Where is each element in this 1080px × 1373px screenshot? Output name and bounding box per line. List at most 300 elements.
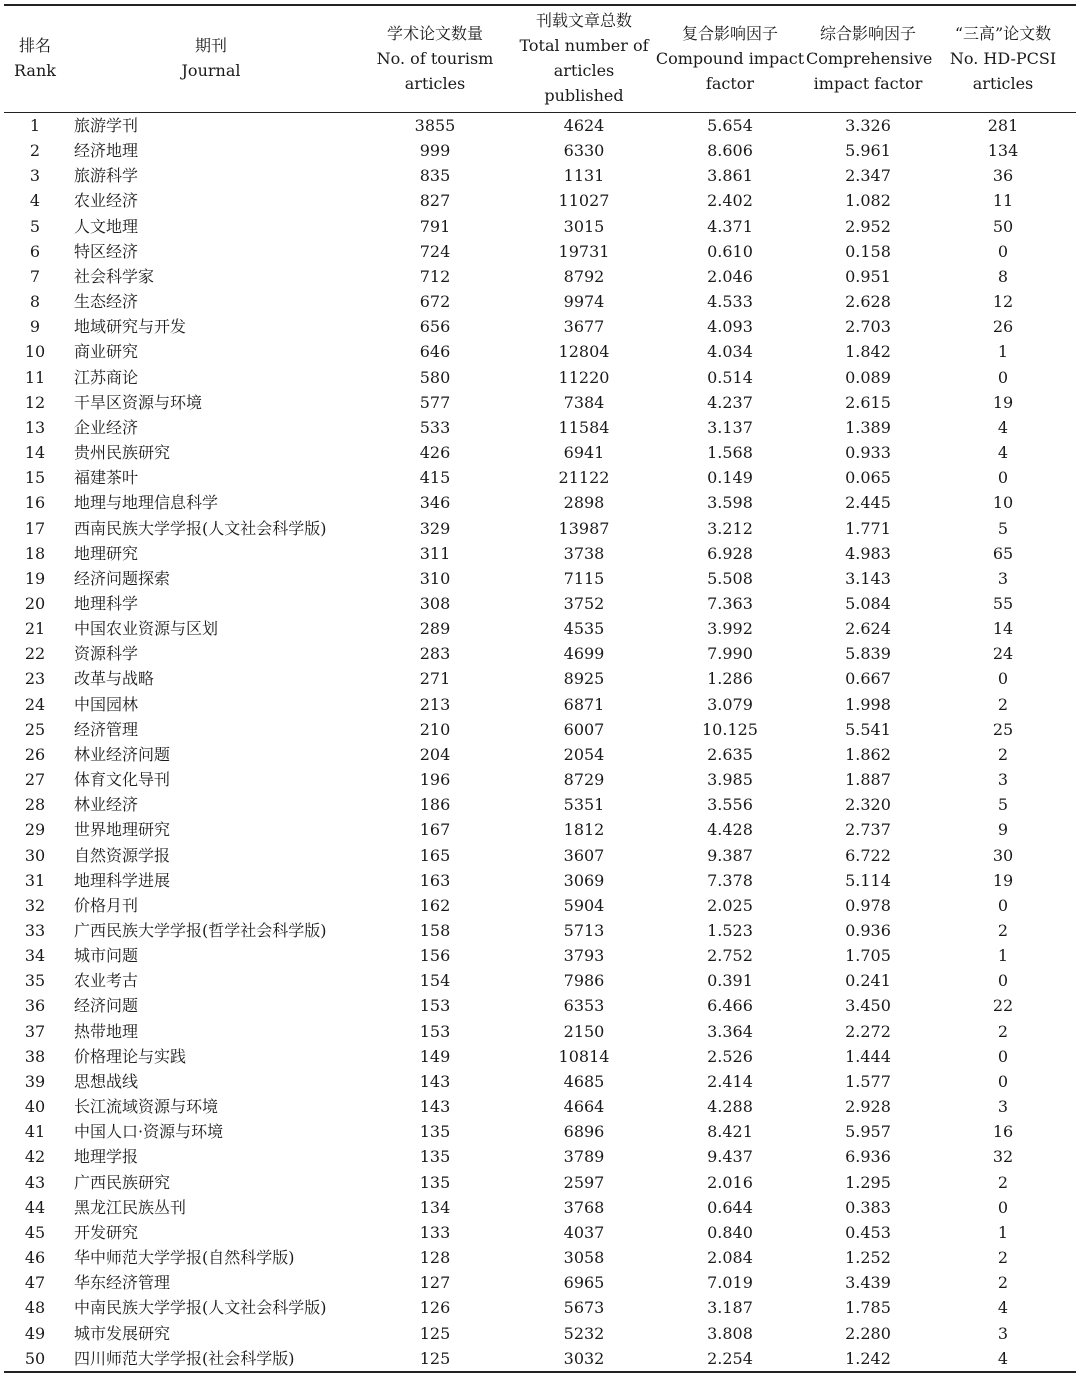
compound-impact-cell: 7.378 — [707, 870, 753, 890]
hdpcsi-articles-cell: 16 — [992, 1122, 1014, 1142]
tourism-articles-cell: 791 — [419, 216, 451, 236]
table-row — [4, 239, 1076, 264]
comprehensive-impact-cell: 2.703 — [845, 317, 891, 337]
total-articles-cell: 5904 — [563, 895, 605, 915]
table-row — [4, 1144, 1076, 1169]
table-row — [4, 1195, 1076, 1220]
hdpcsi-articles-cell: 1 — [997, 946, 1009, 966]
table-row — [4, 188, 1076, 213]
comprehensive-impact-cell: 5.961 — [845, 141, 891, 161]
tourism-articles-cell: 135 — [419, 1122, 451, 1142]
hdpcsi-articles-cell: 0 — [997, 241, 1009, 261]
journal-cell: 地理研究 — [74, 543, 139, 563]
hdpcsi-articles-cell: 25 — [992, 719, 1014, 739]
tourism-articles-cell: 271 — [419, 669, 451, 689]
table-body — [4, 113, 1076, 1372]
tourism-articles-cell: 127 — [419, 1273, 451, 1293]
rank-cell: 24 — [24, 694, 46, 714]
tourism-articles-cell: 310 — [419, 568, 451, 588]
total-articles-cell: 6965 — [563, 1273, 605, 1293]
tourism-articles-cell: 162 — [419, 895, 451, 915]
tourism-articles-cell: 213 — [419, 694, 451, 714]
journal-cell: 地理学报 — [74, 1147, 139, 1167]
comprehensive-impact-cell: 0.453 — [845, 1222, 891, 1242]
comprehensive-impact-cell: 2.928 — [845, 1097, 891, 1117]
tourism-articles-cell: 827 — [419, 191, 451, 211]
table-row — [4, 591, 1076, 616]
total-articles-cell: 11584 — [558, 417, 610, 437]
rank-cell: 7 — [29, 266, 41, 286]
total-articles-cell: 3789 — [563, 1147, 605, 1167]
hdpcsi-articles-cell: 24 — [992, 644, 1014, 664]
compound-impact-cell: 4.093 — [707, 317, 753, 337]
compound-impact-cell: 4.428 — [707, 820, 753, 840]
comprehensive-impact-cell: 1.242 — [806, 1346, 930, 1372]
comprehensive-impact-cell: 3.450 — [845, 996, 891, 1016]
hdpcsi-articles-cell: 2 — [997, 1021, 1009, 1041]
rank-cell: 8 — [29, 292, 41, 312]
hdpcsi-articles-cell: 3 — [997, 568, 1009, 588]
hdpcsi-articles-cell: 10 — [992, 493, 1014, 513]
total-articles-cell: 13987 — [558, 518, 610, 538]
rank-cell: 9 — [29, 317, 41, 337]
journal-cell: 华中师范大学学报(自然科学版) — [74, 1248, 295, 1268]
tourism-articles-cell: 196 — [419, 770, 451, 790]
compound-impact-cell: 4.533 — [707, 292, 753, 312]
table-row — [4, 843, 1076, 868]
table-row — [4, 365, 1076, 390]
compound-impact-cell: 3.556 — [707, 795, 753, 815]
total-articles-cell: 5232 — [563, 1323, 605, 1343]
total-articles-cell: 10814 — [558, 1046, 610, 1066]
table-row — [4, 1170, 1076, 1195]
total-articles-cell: 8792 — [563, 266, 605, 286]
journal-cell: 干旱区资源与环境 — [74, 392, 203, 412]
table-row — [4, 1119, 1076, 1144]
journal-cell: 旅游科学 — [74, 166, 139, 186]
total-articles-cell: 3752 — [563, 593, 605, 613]
table-row — [4, 138, 1076, 163]
total-articles-cell: 4685 — [563, 1071, 605, 1091]
total-articles-cell: 8729 — [563, 770, 605, 790]
hdpcsi-articles-cell: 0 — [997, 669, 1009, 689]
compound-impact-cell: 6.466 — [707, 996, 753, 1016]
compound-impact-cell: 2.046 — [707, 266, 753, 286]
rank-cell: 32 — [24, 895, 46, 915]
journal-cell: 价格理论与实践 — [74, 1046, 187, 1066]
journal-cell: 地域研究与开发 — [74, 317, 187, 337]
total-articles-cell: 11220 — [558, 367, 610, 387]
comprehensive-impact-cell: 1.785 — [845, 1298, 891, 1318]
journal-cell: 地理科学进展 — [74, 870, 171, 890]
rank-cell: 41 — [24, 1122, 46, 1142]
compound-impact-cell: 2.635 — [707, 744, 753, 764]
tourism-articles-cell: 656 — [419, 317, 451, 337]
compound-impact-cell: 0.644 — [707, 1197, 753, 1217]
tourism-articles-cell: 311 — [419, 543, 451, 563]
journal-cell: 经济管理 — [74, 719, 139, 739]
comprehensive-impact-cell: 1.082 — [845, 191, 891, 211]
journal-cell: 体育文化导刊 — [74, 770, 171, 790]
tourism-articles-cell: 835 — [419, 166, 451, 186]
table-row — [4, 1346, 1076, 1372]
table-row — [4, 993, 1076, 1018]
compound-impact-cell: 2.752 — [707, 946, 753, 966]
table-row — [4, 943, 1076, 968]
total-articles-cell: 3607 — [563, 845, 605, 865]
total-articles-cell: 3793 — [563, 946, 605, 966]
hdpcsi-articles-cell: 30 — [992, 845, 1014, 865]
comprehensive-impact-cell: 2.952 — [845, 216, 891, 236]
compound-impact-cell: 4.237 — [707, 392, 753, 412]
compound-impact-cell: 3.985 — [707, 770, 753, 790]
rank-cell: 26 — [24, 744, 46, 764]
comprehensive-impact-cell: 2.272 — [845, 1021, 891, 1041]
rank-cell: 25 — [24, 719, 46, 739]
hdpcsi-articles-cell: 55 — [992, 593, 1014, 613]
hdpcsi-articles-cell: 32 — [992, 1147, 1014, 1167]
rank-cell: 13 — [24, 417, 46, 437]
compound-impact-cell: 0.391 — [707, 971, 753, 991]
tourism-articles-cell: 158 — [419, 921, 451, 940]
compound-impact-cell: 3.598 — [707, 493, 753, 513]
table-row — [4, 264, 1076, 289]
journal-cell: 黑龙江民族丛刊 — [74, 1197, 187, 1217]
journal-cell: 经济地理 — [74, 141, 139, 161]
total-articles-cell: 1812 — [563, 820, 605, 840]
total-articles-cell: 2150 — [563, 1021, 605, 1041]
comprehensive-impact-cell: 0.936 — [845, 921, 891, 940]
journal-cell: 农业经济 — [74, 191, 139, 211]
tourism-articles-cell: 712 — [419, 266, 451, 286]
rank-cell: 44 — [24, 1197, 46, 1217]
hdpcsi-articles-cell: 0 — [997, 468, 1009, 488]
comprehensive-impact-cell: 2.347 — [845, 166, 891, 186]
journal-ranking-table — [4, 4, 1076, 1373]
tourism-articles-cell: 308 — [419, 593, 451, 613]
rank-cell: 19 — [24, 568, 46, 588]
hdpcsi-articles-cell: 5 — [997, 518, 1009, 538]
table-row — [4, 314, 1076, 339]
rank-cell: 50 — [4, 1346, 66, 1372]
total-articles-cell: 4664 — [563, 1097, 605, 1117]
journal-cell: 价格月刊 — [74, 895, 139, 915]
compound-impact-cell: 3.212 — [707, 518, 753, 538]
table-row — [4, 289, 1076, 314]
hdpcsi-articles-cell: 4 — [997, 417, 1009, 437]
hdpcsi-articles-cell: 4 — [997, 443, 1009, 463]
comprehensive-impact-cell: 5.957 — [845, 1122, 891, 1142]
rank-cell: 11 — [24, 367, 46, 387]
table-row — [4, 440, 1076, 465]
comprehensive-impact-cell: 1.577 — [845, 1071, 891, 1091]
total-articles-cell: 6896 — [563, 1122, 605, 1142]
tourism-articles-cell: 577 — [419, 392, 451, 412]
header-journal: 期刊 Journal — [66, 5, 356, 113]
hdpcsi-articles-cell: 2 — [997, 921, 1009, 940]
table-row — [4, 163, 1076, 188]
hdpcsi-articles-cell: 9 — [997, 820, 1009, 840]
tourism-articles-cell: 415 — [419, 468, 451, 488]
rank-cell: 43 — [24, 1172, 46, 1192]
compound-impact-cell: 9.387 — [707, 845, 753, 865]
comprehensive-impact-cell: 3.143 — [845, 568, 891, 588]
comprehensive-impact-cell: 2.280 — [845, 1323, 891, 1343]
table-row — [4, 113, 1076, 139]
tourism-articles-cell: 346 — [419, 493, 451, 513]
tourism-articles-cell: 724 — [419, 241, 451, 261]
table-row — [4, 1220, 1076, 1245]
rank-cell: 2 — [29, 141, 41, 161]
total-articles-cell: 7986 — [563, 971, 605, 991]
journal-cell: 改革与战略 — [74, 669, 155, 689]
tourism-articles-cell: 143 — [419, 1071, 451, 1091]
total-articles-cell: 3677 — [563, 317, 605, 337]
table-row — [4, 465, 1076, 490]
rank-cell: 35 — [24, 971, 46, 991]
hdpcsi-articles-cell: 1 — [997, 342, 1009, 362]
comprehensive-impact-cell: 5.114 — [845, 870, 891, 890]
total-articles-cell: 3032 — [514, 1346, 654, 1372]
journal-cell: 广西民族研究 — [74, 1172, 171, 1192]
comprehensive-impact-cell: 1.252 — [845, 1248, 891, 1268]
compound-impact-cell: 0.610 — [707, 241, 753, 261]
rank-cell: 16 — [24, 493, 46, 513]
total-articles-cell: 6353 — [563, 996, 605, 1016]
table-row — [4, 893, 1076, 918]
tourism-articles-cell: 204 — [419, 744, 451, 764]
compound-impact-cell: 8.421 — [707, 1122, 753, 1142]
rank-cell: 29 — [24, 820, 46, 840]
journal-cell: 自然资源学报 — [74, 845, 171, 865]
compound-impact-cell: 3.079 — [707, 694, 753, 714]
compound-impact-cell: 4.288 — [707, 1097, 753, 1117]
compound-impact-cell: 7.990 — [707, 644, 753, 664]
comprehensive-impact-cell: 5.541 — [845, 719, 891, 739]
compound-impact-cell: 7.019 — [707, 1273, 753, 1293]
table-row — [4, 742, 1076, 767]
rank-cell: 36 — [24, 996, 46, 1016]
hdpcsi-articles-cell: 3 — [997, 1323, 1009, 1343]
journal-cell: 资源科学 — [74, 644, 139, 664]
comprehensive-impact-cell: 1.862 — [845, 744, 891, 764]
header-comprehensive-impact: 综合影响因子 Comprehensive impact factor — [806, 5, 930, 113]
journal-cell: 经济问题 — [74, 996, 139, 1016]
hdpcsi-articles-cell: 14 — [992, 619, 1014, 639]
table-row — [4, 390, 1076, 415]
hdpcsi-articles-cell: 0 — [997, 1046, 1009, 1066]
tourism-articles-cell: 533 — [419, 417, 451, 437]
comprehensive-impact-cell: 0.089 — [845, 367, 891, 387]
comprehensive-impact-cell: 0.951 — [845, 266, 891, 286]
total-articles-cell: 5351 — [563, 795, 605, 815]
rank-cell: 27 — [24, 770, 46, 790]
journal-cell: 世界地理研究 — [74, 820, 171, 840]
journal-cell: 西南民族大学学报(人文社会科学版) — [74, 518, 327, 538]
total-articles-cell: 2898 — [563, 493, 605, 513]
tourism-articles-cell: 153 — [419, 996, 451, 1016]
comprehensive-impact-cell: 1.389 — [845, 417, 891, 437]
journal-cell: 中国人口·资源与环境 — [74, 1122, 224, 1142]
comprehensive-impact-cell: 1.295 — [845, 1172, 891, 1192]
compound-impact-cell: 2.025 — [707, 895, 753, 915]
journal-cell: 地理科学 — [74, 593, 139, 613]
rank-cell: 4 — [29, 191, 41, 211]
table-row — [4, 717, 1076, 742]
table-row — [4, 868, 1076, 893]
comprehensive-impact-cell: 0.978 — [845, 895, 891, 915]
total-articles-cell: 5713 — [563, 921, 605, 940]
hdpcsi-articles-cell: 4 — [997, 1298, 1009, 1318]
journal-cell: 四川师范大学学报(社会科学版) — [66, 1346, 356, 1372]
compound-impact-cell: 0.514 — [707, 367, 753, 387]
comprehensive-impact-cell: 0.383 — [845, 1197, 891, 1217]
compound-impact-cell: 2.402 — [707, 191, 753, 211]
total-articles-cell: 7115 — [563, 568, 605, 588]
table-row — [4, 1094, 1076, 1119]
comprehensive-impact-cell: 6.936 — [845, 1147, 891, 1167]
comprehensive-impact-cell: 2.624 — [845, 619, 891, 639]
compound-impact-cell: 3.992 — [707, 619, 753, 639]
rank-cell: 49 — [24, 1323, 46, 1343]
total-articles-cell: 3738 — [563, 543, 605, 563]
total-articles-cell: 3058 — [563, 1248, 605, 1268]
rank-cell: 3 — [29, 166, 41, 186]
hdpcsi-articles-cell: 281 — [987, 116, 1019, 135]
rank-cell: 39 — [24, 1071, 46, 1091]
journal-cell: 城市发展研究 — [74, 1323, 171, 1343]
table-row — [4, 616, 1076, 641]
table-row — [4, 1270, 1076, 1295]
journal-cell: 生态经济 — [74, 292, 139, 312]
total-articles-cell: 6330 — [563, 141, 605, 161]
header-compound-impact: 复合影响因子 Compound impact factor — [654, 5, 806, 113]
total-articles-cell: 4535 — [563, 619, 605, 639]
comprehensive-impact-cell: 0.158 — [845, 241, 891, 261]
journal-cell: 特区经济 — [74, 241, 139, 261]
comprehensive-impact-cell: 0.065 — [845, 468, 891, 488]
tourism-articles-cell: 289 — [419, 619, 451, 639]
total-articles-cell: 3768 — [563, 1197, 605, 1217]
tourism-articles-cell: 135 — [419, 1172, 451, 1192]
tourism-articles-cell: 125 — [356, 1346, 514, 1372]
hdpcsi-articles-cell: 1 — [997, 1222, 1009, 1242]
total-articles-cell: 6871 — [563, 694, 605, 714]
tourism-articles-cell: 580 — [419, 367, 451, 387]
total-articles-cell: 3069 — [563, 870, 605, 890]
journal-cell: 中国园林 — [74, 694, 139, 714]
journal-cell: 商业研究 — [74, 342, 139, 362]
compound-impact-cell: 4.034 — [707, 342, 753, 362]
journal-cell: 长江流域资源与环境 — [74, 1097, 219, 1117]
compound-impact-cell: 8.606 — [707, 141, 753, 161]
rank-cell: 15 — [24, 468, 46, 488]
table-row — [4, 968, 1076, 993]
hdpcsi-articles-cell: 2 — [997, 1172, 1009, 1192]
journal-cell: 林业经济问题 — [74, 744, 171, 764]
compound-impact-cell: 2.254 — [654, 1346, 806, 1372]
tourism-articles-cell: 210 — [419, 719, 451, 739]
total-articles-cell: 19731 — [558, 241, 610, 261]
comprehensive-impact-cell: 2.737 — [845, 820, 891, 840]
tourism-articles-cell: 186 — [419, 795, 451, 815]
comprehensive-impact-cell: 1.705 — [845, 946, 891, 966]
rank-cell: 22 — [24, 644, 46, 664]
comprehensive-impact-cell: 1.887 — [845, 770, 891, 790]
tourism-articles-cell: 329 — [419, 518, 451, 538]
hdpcsi-articles-cell: 12 — [992, 292, 1014, 312]
compound-impact-cell: 0.840 — [707, 1222, 753, 1242]
compound-impact-cell: 2.016 — [707, 1172, 753, 1192]
hdpcsi-articles-cell: 19 — [992, 870, 1014, 890]
compound-impact-cell: 3.137 — [707, 417, 753, 437]
journal-cell: 广西民族大学学报(哲学社会科学版) — [74, 921, 327, 940]
hdpcsi-articles-cell: 2 — [997, 694, 1009, 714]
comprehensive-impact-cell: 6.722 — [845, 845, 891, 865]
comprehensive-impact-cell: 2.628 — [845, 292, 891, 312]
hdpcsi-articles-cell: 36 — [992, 166, 1014, 186]
hdpcsi-articles-cell: 4 — [930, 1346, 1076, 1372]
hdpcsi-articles-cell: 5 — [997, 795, 1009, 815]
comprehensive-impact-cell: 1.998 — [845, 694, 891, 714]
rank-cell: 17 — [24, 518, 46, 538]
total-articles-cell: 12804 — [558, 342, 610, 362]
tourism-articles-cell: 283 — [419, 644, 451, 664]
rank-cell: 1 — [29, 116, 41, 135]
total-articles-cell: 8925 — [563, 669, 605, 689]
hdpcsi-articles-cell: 65 — [992, 543, 1014, 563]
table-row — [4, 817, 1076, 842]
compound-impact-cell: 2.414 — [707, 1071, 753, 1091]
tourism-articles-cell: 426 — [419, 443, 451, 463]
header-hdpcsi-articles: “三高”论文数 No. HD-PCSI articles — [930, 5, 1076, 113]
rank-cell: 14 — [24, 443, 46, 463]
rank-cell: 30 — [24, 845, 46, 865]
total-articles-cell: 21122 — [558, 468, 610, 488]
comprehensive-impact-cell: 1.771 — [845, 518, 891, 538]
header-total-articles: 刊载文章总数 Total number of articles published — [514, 5, 654, 113]
table-row — [4, 516, 1076, 541]
table-row — [4, 641, 1076, 666]
compound-impact-cell: 3.364 — [707, 1021, 753, 1041]
rank-cell: 5 — [29, 216, 41, 236]
hdpcsi-articles-cell: 50 — [992, 216, 1014, 236]
compound-impact-cell: 5.508 — [707, 568, 753, 588]
journal-cell: 人文地理 — [74, 216, 139, 236]
hdpcsi-articles-cell: 0 — [997, 367, 1009, 387]
hdpcsi-articles-cell: 2 — [997, 1273, 1009, 1293]
rank-cell: 45 — [24, 1222, 46, 1242]
comprehensive-impact-cell: 1.842 — [845, 342, 891, 362]
table-row — [4, 1044, 1076, 1069]
journal-cell: 福建茶叶 — [74, 468, 139, 488]
hdpcsi-articles-cell: 2 — [997, 744, 1009, 764]
compound-impact-cell: 4.371 — [707, 216, 753, 236]
hdpcsi-articles-cell: 2 — [997, 1248, 1009, 1268]
table-row — [4, 541, 1076, 566]
journal-cell: 企业经济 — [74, 417, 139, 437]
rank-cell: 37 — [24, 1021, 46, 1041]
comprehensive-impact-cell: 0.933 — [845, 443, 891, 463]
table-row — [4, 1245, 1076, 1270]
total-articles-cell: 3015 — [563, 216, 605, 236]
total-articles-cell: 1131 — [563, 166, 605, 186]
tourism-articles-cell: 999 — [419, 141, 451, 161]
rank-cell: 33 — [24, 921, 46, 940]
comprehensive-impact-cell: 2.445 — [845, 493, 891, 513]
hdpcsi-articles-cell: 8 — [997, 266, 1009, 286]
hdpcsi-articles-cell: 0 — [997, 895, 1009, 915]
